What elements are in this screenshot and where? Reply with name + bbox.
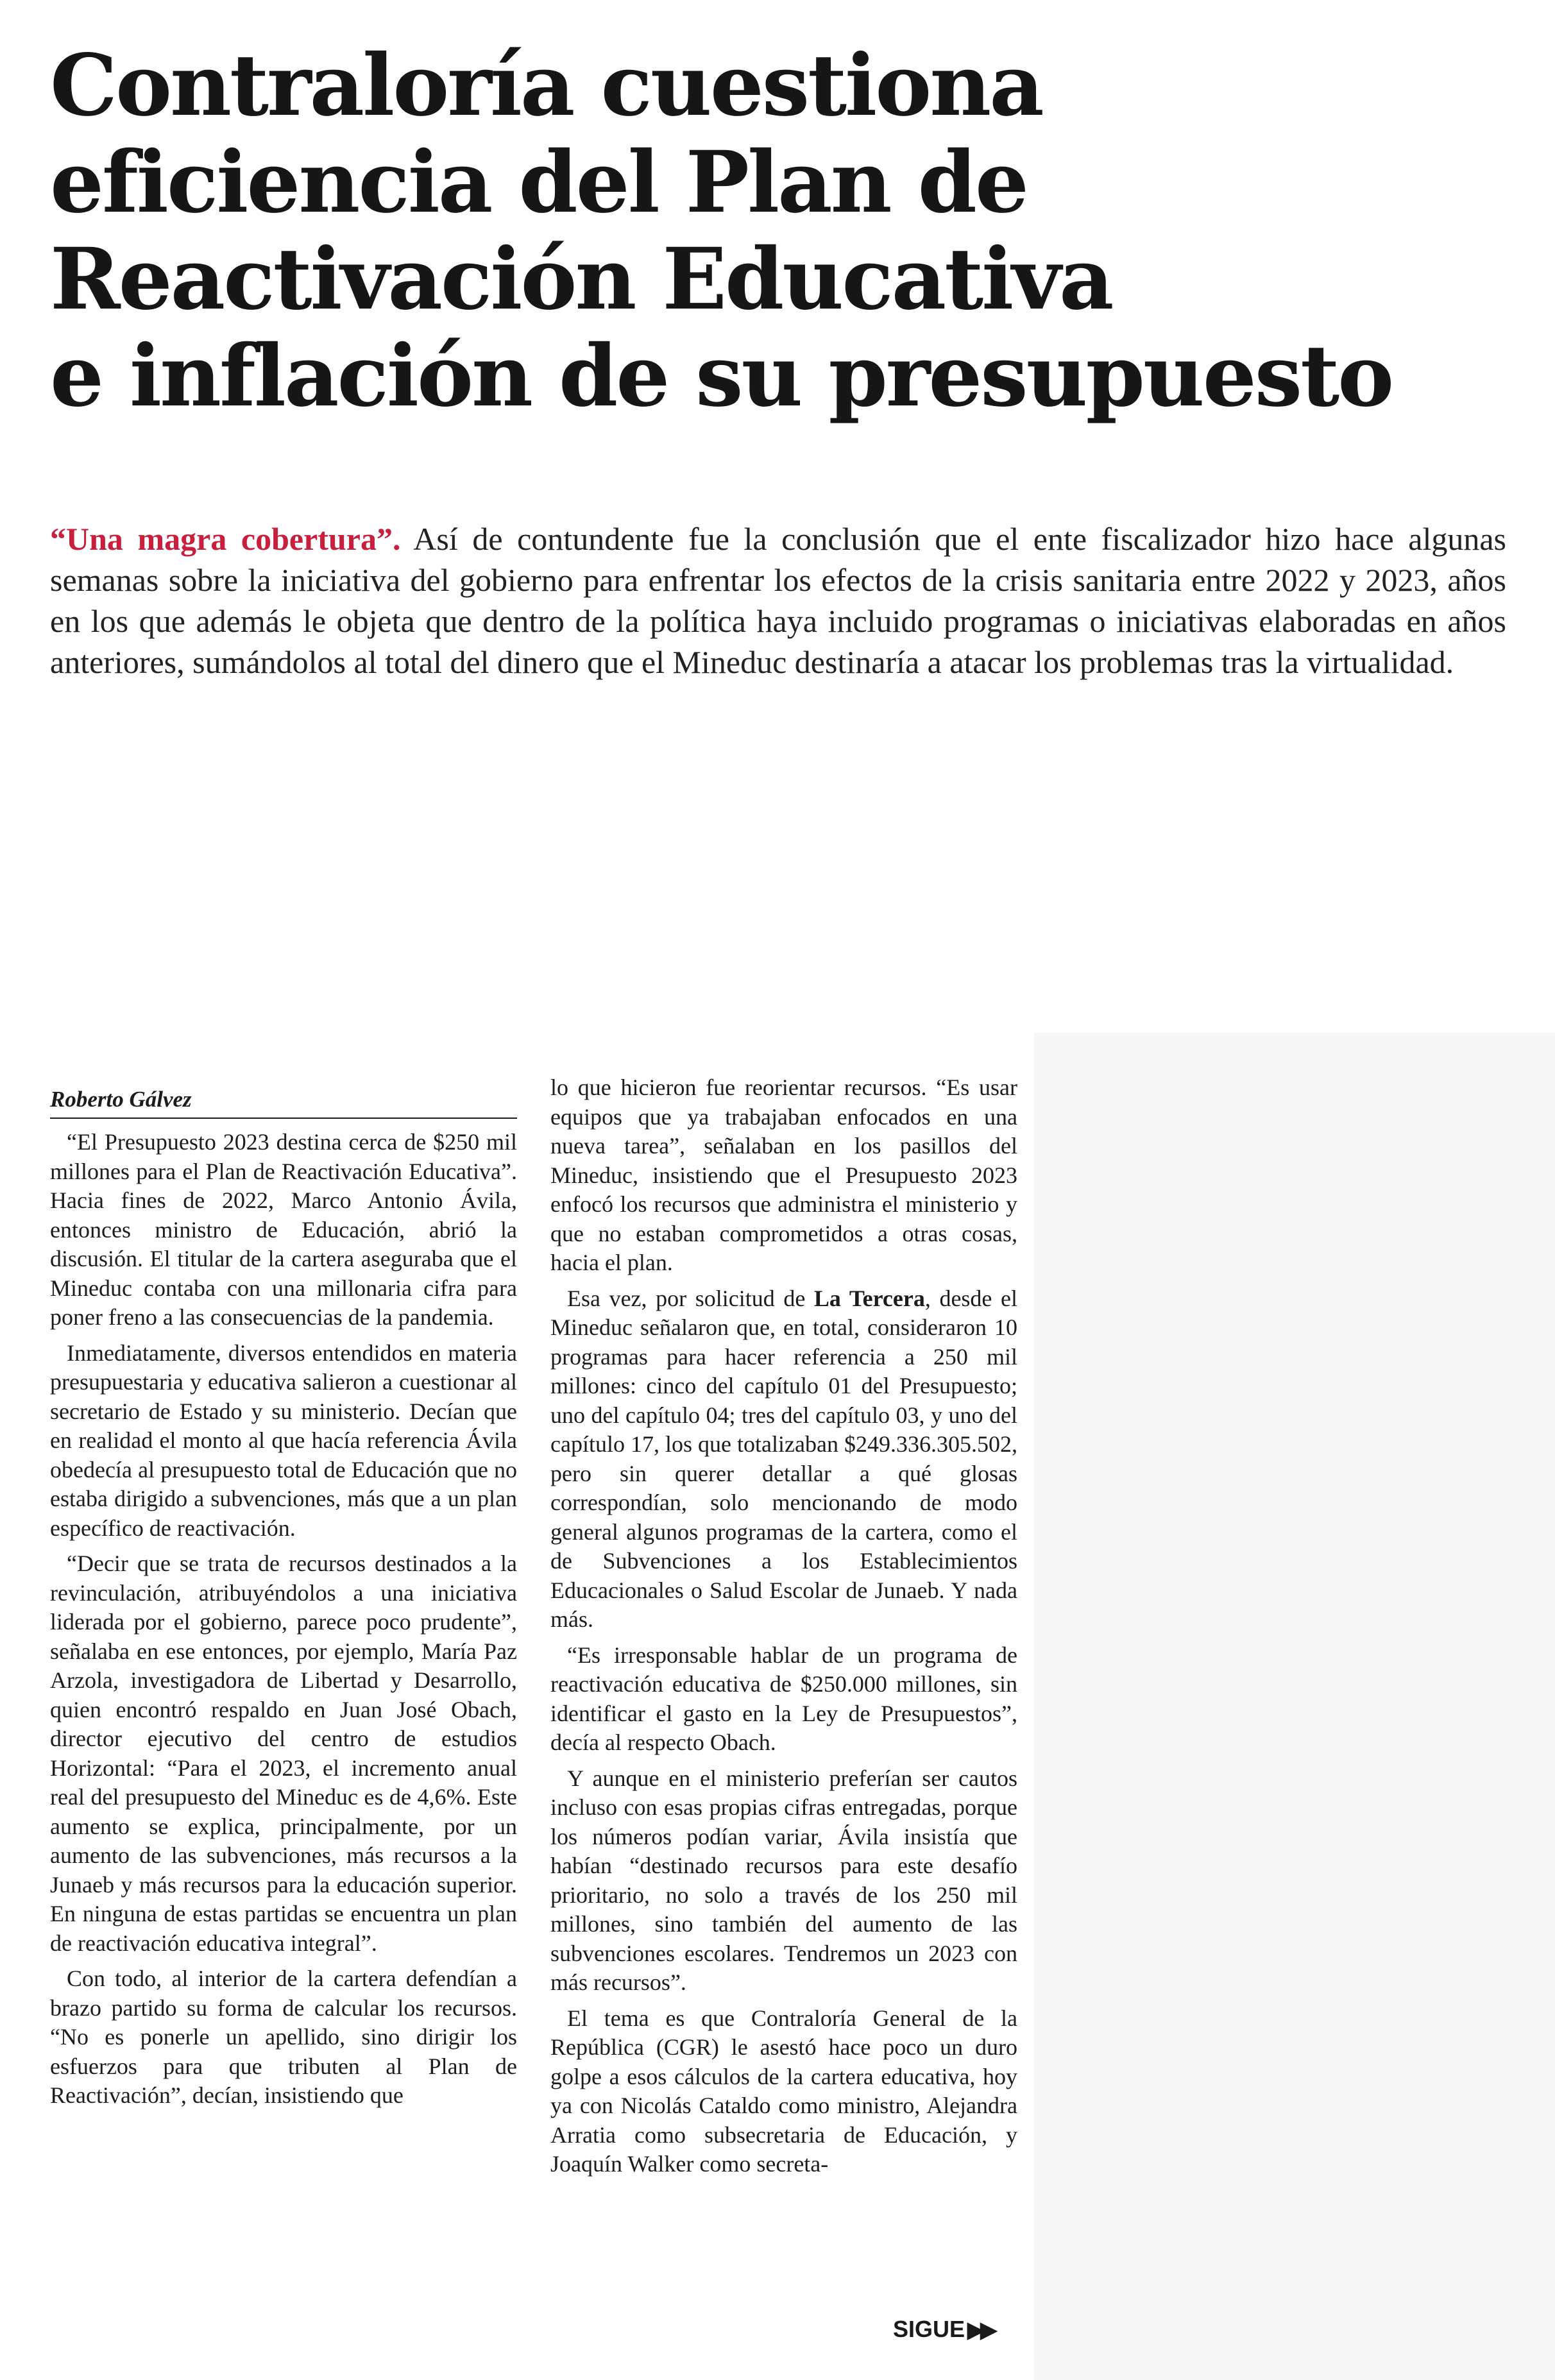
publication-name: La Tercera: [813, 1285, 925, 1311]
paragraph: El tema es que Contraloría General de la República (CGR) le asestó hace poco un duro golpe a esos cálculos de la cartera educativa, hoy ya con Nicolás Cataldo como ministro, Alejandra Arratia como subsecretaria de Educación, y Joaquín Walker como secreta-: [550, 2005, 1017, 2177]
deck-lead-quote: “Una magra cobertura”.: [50, 521, 401, 557]
continue-marker: [893, 2315, 993, 2344]
headline: [50, 37, 1500, 425]
continue-label: SIGUE: [893, 2316, 965, 2342]
paragraph: “Es irresponsable hablar de un programa de reactivación educativa de $250.000 millones, sin identificar el gasto en la Ley de Presupuestos”, decía al respecto Obach.: [550, 1642, 1017, 1755]
paragraph-text: Esa vez, por solicitud de: [567, 1285, 814, 1311]
article-column-2: [550, 1073, 1017, 2186]
headline-line: e inflación de su presupuesto: [50, 327, 1393, 426]
byline: Roberto Gálvez: [50, 1085, 517, 1119]
deck: [50, 518, 1506, 683]
play-arrows-icon: ▶▶: [967, 2318, 994, 2342]
paragraph: Con todo, al interior de la cartera defendían a brazo partido su forma de calcular los recursos. “No es ponerle un apellido, sino dirigir los esfuerzos para que tributen al Plan de Reactivación”, decían, insistiendo que: [50, 1966, 517, 2108]
article-column-1: [50, 1085, 517, 2117]
headline-line: eficiencia del Plan de: [50, 133, 1027, 232]
paragraph: Inmediatamente, diversos entendidos en materia presupuestaria y educativa salieron a cuestionar al secretario de Estado y su ministerio. Decían que en realidad el monto al que hacía referencia Ávila obedecía al presupuesto total de Educación que no estaba dirigido a subvenciones, más que a un plan específico de reactivación.: [50, 1339, 517, 1541]
paragraph: Y aunque en el ministerio preferían ser cautos incluso con esas propias cifras entregadas, porque los números podían variar, Ávila insistía que habían “destinado recursos para este desafío prioritario, no solo a través de los 250 mil millones, sino también del aumento de las subvenciones escolares. Tendremos un 2023 con más recursos”.: [550, 1765, 1017, 1995]
paragraph: “Decir que se trata de recursos destinados a la revinculación, atribuyéndolos a una iniciativa liderada por el gobierno, parece poco prudente”, señalaba en ese entonces, por ejemplo, María Paz Arzola, investigadora de Libertad y Desarrollo, quien encontró respaldo en Juan José Obach, director ejecutivo del centro de estudios Horizontal: “Para el 2023, el incremento anual real del presupuesto del Mineduc es de 4,6%. Este aumento se explica, principalmente, por un aumento de las subvenciones, más recursos a la Junaeb y más recursos para la educación superior. En ninguna de estas partidas se encuentra un plan de reactivación educativa integral”.: [50, 1551, 517, 1956]
paragraph-continuation: lo que hicieron fue reorientar recursos. “Es usar equipos que ya trabajaban enfocados en una nueva tarea”, señalaban en los pasillos del Mineduc, insistiendo que el Presupuesto 2023 enfocó los recursos que administra el ministerio y que no estaban comprometidos a otras cosas, hacia el plan.: [550, 1075, 1017, 1275]
paragraph: “El Presupuesto 2023 destina cerca de $250 mil millones para el Plan de Reactivación Educativa”. Hacia fines de 2022, Marco Antonio Ávila, entonces ministro de Educación, abrió la discusión. El titular de la cartera aseguraba que el Mineduc contaba con una millonaria cifra para poner freno a las consecuencias de la pandemia.: [50, 1129, 517, 1330]
headline-line: Contraloría cuestiona: [50, 36, 1042, 135]
deck-text: Así de contundente fue la conclusión que el ente fiscalizador hizo hace algunas semanas sobre la iniciativa del gobierno para enfrentar los efectos de la crisis sanitaria entre 2022 y 2023, años en los que además le objeta que dentro de la política haya incluido programas o iniciativas elaboradas en años anteriores, sumándolos al total del dinero que el Mineduc destinaría a atacar los problemas tras la virtualidad.: [50, 521, 1506, 680]
paragraph: [550, 1284, 1017, 1635]
page-edge-shade: [1034, 1033, 1555, 2380]
headline-line: Reactivación Educativa: [50, 230, 1112, 329]
paragraph-text: , desde el Mineduc señalaron que, en total, consideraron 10 programas para hacer referencia a 250 mil millones: cinco del capítulo 01 del Presupuesto; uno del capítulo 04; tres del capítulo 03, y uno del capítulo 17, los que totalizaban $249.336.305.502, pero sin querer detallar a qué glosas correspondían, solo mencionando de modo general algunos programas de la cartera, como el de Subvenciones a los Establecimientos Educacionales o Salud Escolar de Junaeb. Y nada más.: [550, 1285, 1017, 1632]
